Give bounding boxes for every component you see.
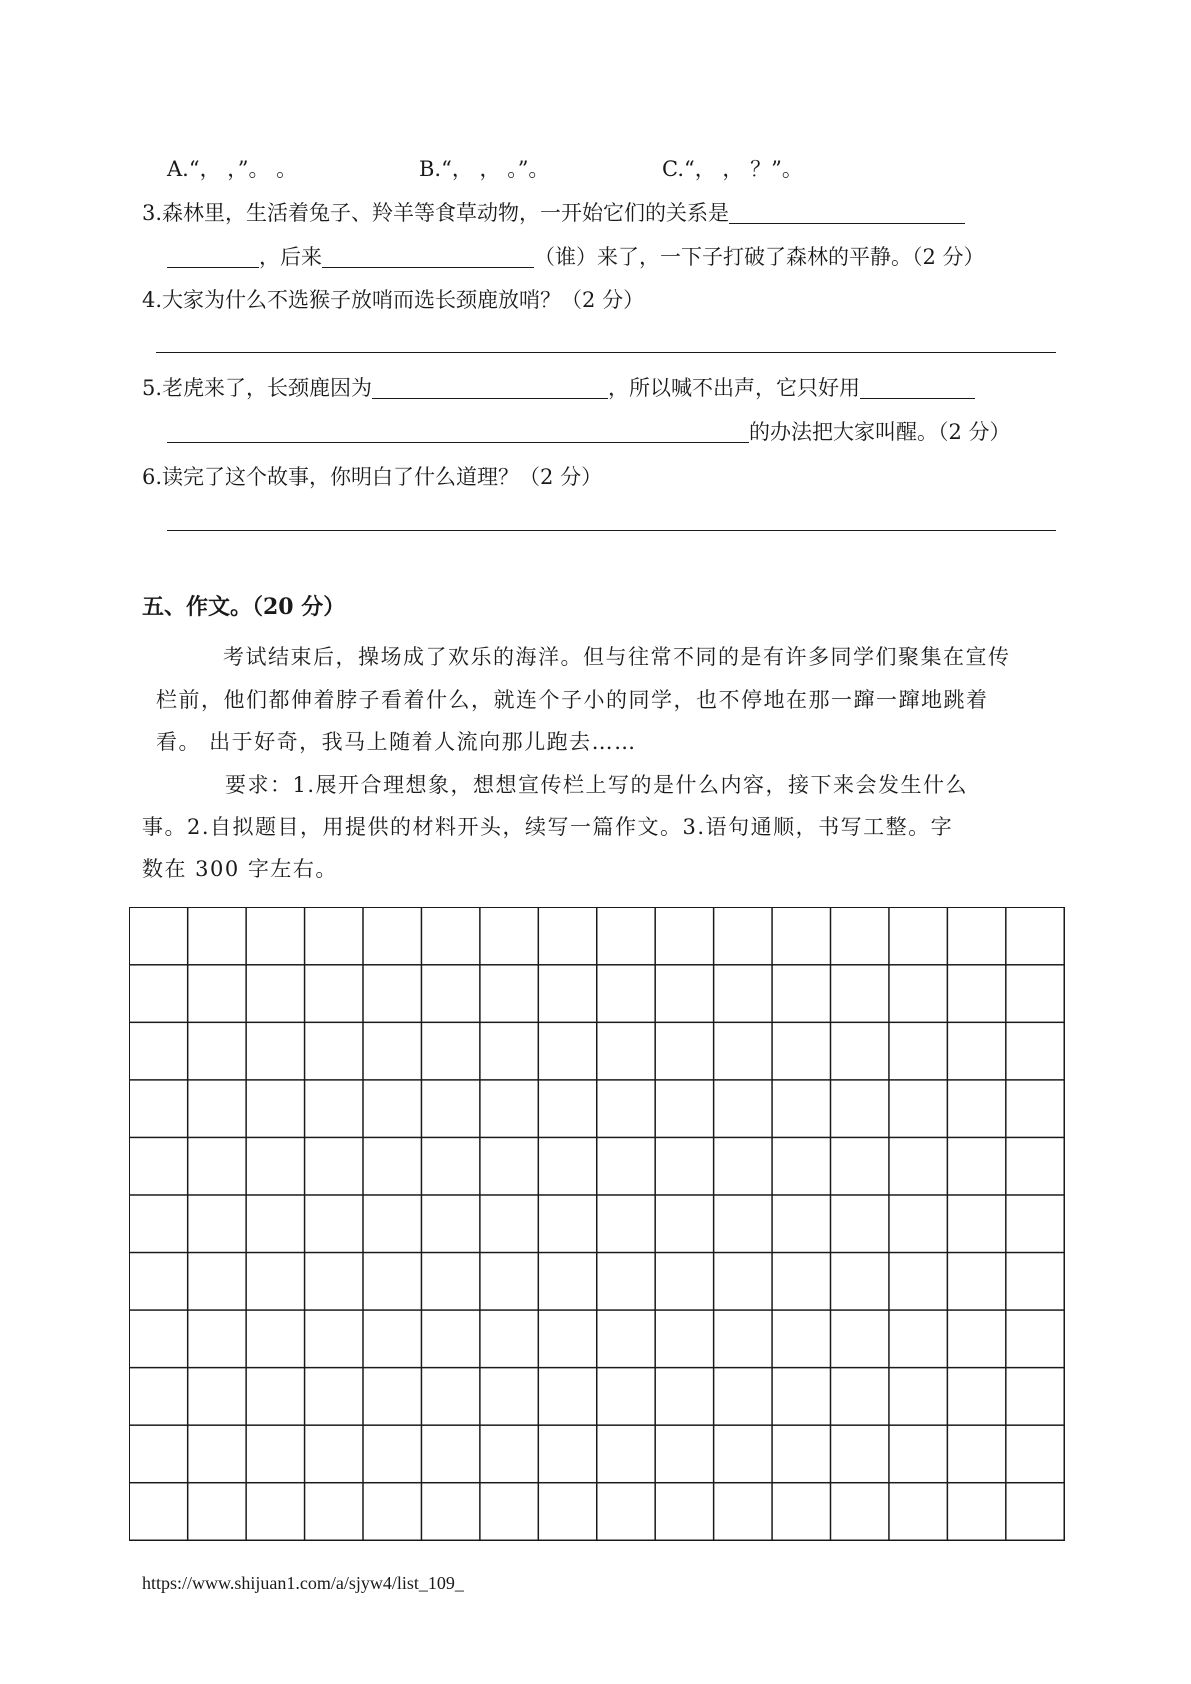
question-5-start: 5.老虎来了，长颈鹿因为 <box>142 376 373 400</box>
question-3-mid: ，后来 <box>259 245 322 269</box>
answer-blank[interactable] <box>729 199 965 224</box>
question-5-line-1 <box>142 373 975 403</box>
answer-blank[interactable] <box>167 418 749 443</box>
option-c: C.“， ， ？”。 <box>662 157 803 181</box>
prompt-line-3: 看。 出于好奇，我马上随着人流向那儿跑去…… <box>156 730 637 754</box>
question-3-text: 3.森林里，生活着兔子、羚羊等食草动物，一开始它们的关系是 <box>142 201 730 225</box>
question-5-line-2 <box>167 417 1011 447</box>
question-5-mid: ，所以喊不出声，它只好用 <box>608 376 861 400</box>
question-3-end: （谁）来了，一下子打破了森林的平静。（2 分） <box>534 245 985 269</box>
requirement-line-1: 要求：1.展开合理想象，想想宣传栏上写的是什么内容，接下来会发生什么 <box>225 773 969 797</box>
prompt-line-2: 栏前，他们都伸着脖子看着什么，就连个子小的同学，也不停地在那一蹿一蹿地跳着 <box>156 688 989 712</box>
requirement-line-3: 数在 300 字左右。 <box>142 857 338 881</box>
answer-line[interactable] <box>156 352 1056 353</box>
section-heading: 五、作文。（20 分） <box>142 594 346 620</box>
prompt-line-1: 考试结束后，操场成了欢乐的海洋。但与往常不同的是有许多同学们聚集在宣传 <box>223 645 1011 669</box>
question-3-line-1 <box>142 198 965 228</box>
answer-blank[interactable] <box>167 243 259 268</box>
question-4: 4.大家为什么不选猴子放哨而选长颈鹿放哨？（2 分） <box>142 288 645 312</box>
answer-blank[interactable] <box>372 374 608 399</box>
answer-blank[interactable] <box>322 243 534 268</box>
question-6: 6.读完了这个故事，你明白了什么道理？（2 分） <box>142 465 603 489</box>
options-row <box>167 154 803 184</box>
question-3-line-2 <box>167 242 985 272</box>
answer-line[interactable] <box>167 530 1056 531</box>
composition-grid[interactable] <box>129 907 1065 1541</box>
answer-blank[interactable] <box>860 374 975 399</box>
question-5-end: 的办法把大家叫醒。（2 分） <box>749 420 1011 444</box>
option-a: A.“， ，”。 。 <box>167 157 298 181</box>
requirement-line-2: 事。2.自拟题目，用提供的材料开头，续写一篇作文。3.语句通顺，书写工整。字 <box>142 815 954 839</box>
option-b: B.“， ， 。”。 <box>419 157 550 181</box>
footer-url: https://www.shijuan1.com/a/sjyw4/list_109_ <box>142 1573 464 1593</box>
